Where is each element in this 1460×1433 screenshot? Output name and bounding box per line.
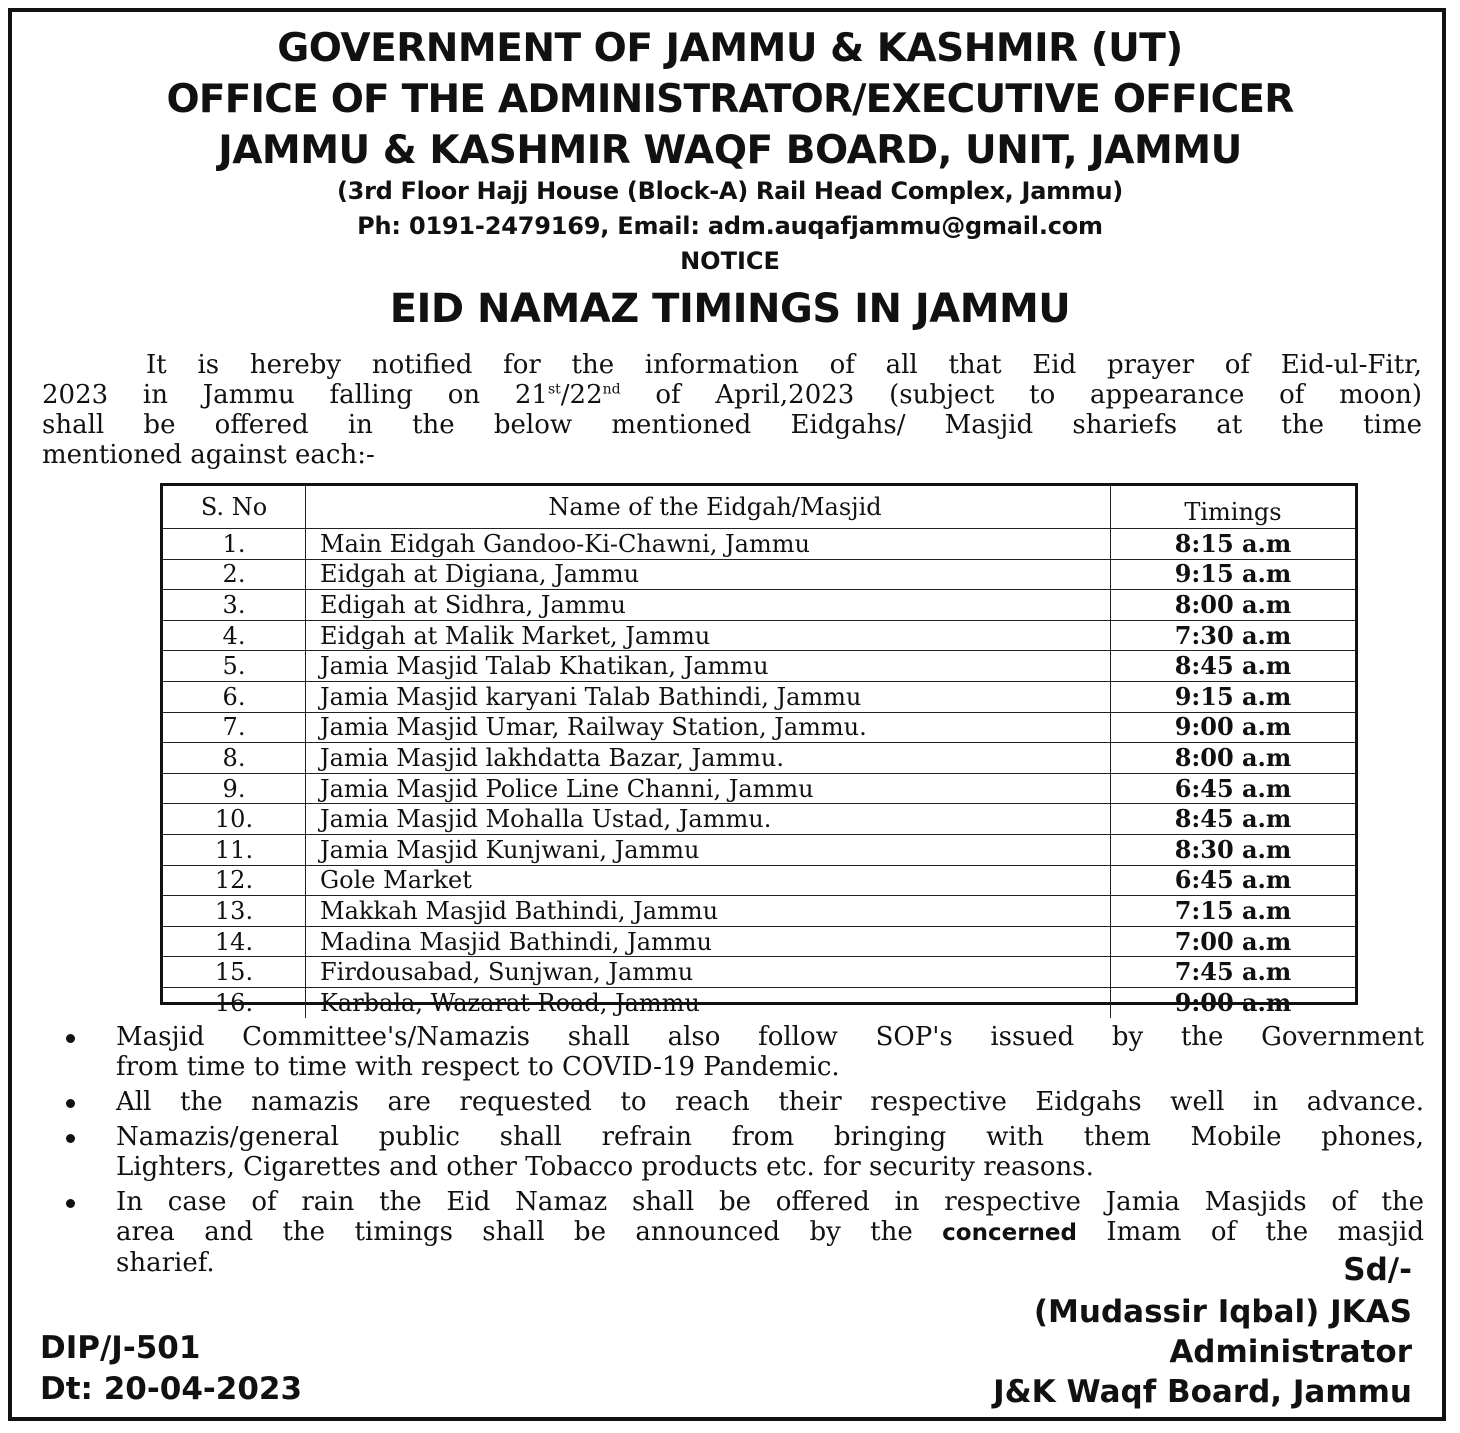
intro-line-2 [42,380,1422,410]
row-sno: 15. [163,957,306,988]
row-sno: 7. [163,712,306,743]
header-timings: Timings [1111,486,1356,529]
instruction-advance-line-1: All the namazis are requested to reach their respective Eidgahs well in advance. [116,1087,1424,1117]
instruction-rain [60,1187,1424,1278]
row-name: Jamia Masjid Police Line Channi, Jammu [306,773,1111,804]
row-sno: 9. [163,773,306,804]
intro-line-2-b: /22 [560,380,603,410]
instruction-rain-line-2 [116,1217,1424,1248]
row-time: 9:15 a.m [1111,681,1356,712]
instruction-advance [60,1087,1424,1117]
row-time: 6:45 a.m [1111,773,1356,804]
table-row [163,590,1355,621]
row-sno: 2. [163,559,306,590]
row-time: 8:15 a.m [1111,529,1356,560]
signature-name: (Mudassir Iqbal) JKAS [1033,1294,1412,1330]
table-row [163,987,1355,1017]
row-time: 7:15 a.m [1111,896,1356,927]
row-name: Makkah Masjid Bathindi, Jammu [306,896,1111,927]
row-name: Karbala, Wazarat Road, Jammu [306,987,1111,1017]
row-name: Firdousabad, Sunjwan, Jammu [306,957,1111,988]
bullet-dot-icon [66,1199,75,1208]
row-name: Jamia Masjid Kunjwani, Jammu [306,834,1111,865]
table-row [163,957,1355,988]
header-government: GOVERNMENT OF JAMMU & KASHMIR (UT) [277,26,1183,71]
row-sno: 8. [163,743,306,774]
row-sno: 11. [163,834,306,865]
instruction-rain-bold-word: concerned [942,1220,1077,1246]
instruction-sop-line-2: from time to time with respect to COVID-19 Pandemic. [116,1052,840,1082]
timings-table [163,486,1355,1018]
row-time: 8:45 a.m [1111,804,1356,835]
row-sno: 6. [163,681,306,712]
table-row [163,926,1355,957]
row-name: Eidgah at Digiana, Jammu [306,559,1111,590]
row-sno: 10. [163,804,306,835]
header-contact: Ph: 0191-2479169, Email: adm.auqafjammu@gmail.com [357,212,1103,240]
bullet-dot-icon [66,1099,75,1108]
table-row [163,743,1355,774]
intro-sup-nd: nd [602,381,621,398]
instruction-rain-line-1: In case of rain the Eid Namaz shall be offered in respective Jamia Masjids of the [116,1187,1424,1217]
header-sno: S. No [163,486,306,529]
signature-sd: Sd/- [1343,1252,1412,1288]
row-name: Jamia Masjid karyani Talab Bathindi, Jammu [306,681,1111,712]
row-time: 7:30 a.m [1111,620,1356,651]
row-name: Madina Masjid Bathindi, Jammu [306,926,1111,957]
row-name: Jamia Masjid Mohalla Ustad, Jammu. [306,804,1111,835]
instruction-security-line-2: Lighters, Cigarettes and other Tobacco products etc. for security reasons. [116,1152,1094,1182]
table-row [163,681,1355,712]
header-address: (3rd Floor Hajj House (Block-A) Rail Head Complex, Jammu) [337,177,1123,205]
table-row [163,804,1355,835]
table-row [163,896,1355,927]
table-row [163,620,1355,651]
row-sno: 12. [163,865,306,896]
row-time: 8:45 a.m [1111,651,1356,682]
notice-title: EID NAMAZ TIMINGS IN JAMMU [389,286,1071,332]
instruction-sop-line-1: Masjid Committee's/Namazis shall also follow SOP's issued by the Government [116,1022,1424,1052]
reference-dip: DIP/J-501 [40,1330,201,1366]
instruction-sop [60,1022,1424,1082]
instruction-rain-line-3: sharief. [116,1248,215,1278]
table-row [163,559,1355,590]
row-time: 8:30 a.m [1111,834,1356,865]
intro-line-2-a: 2023 in Jammu falling on 21 [42,380,548,410]
row-time: 8:00 a.m [1111,590,1356,621]
intro-sup-st: st [547,381,561,398]
intro-line-1: It is hereby notified for the information of all that Eid prayer of Eid-ul-Fitr, [146,350,1422,380]
table-row [163,834,1355,865]
bullet-dot-icon [66,1134,75,1143]
row-sno: 13. [163,896,306,927]
row-time: 9:00 a.m [1174,987,1292,1017]
intro-line-3: shall be offered in the below mentioned Eidgahs/ Masjid shariefs at the time [42,410,1422,440]
header-name: Name of the Eidgah/Masjid [306,486,1111,529]
intro-line-2-c: of April,2023 (subject to appearance of moon) [620,380,1422,410]
instruction-rain-line-2-b: Imam of the masjid [1076,1217,1424,1247]
row-name: Jamia Masjid Talab Khatikan, Jammu [306,651,1111,682]
table-header-row [163,486,1355,529]
row-sno: 14. [163,926,306,957]
row-sno: 1. [163,529,306,560]
bullet-dot-icon [66,1034,75,1043]
row-name: Jamia Masjid lakhdatta Bazar, Jammu. [306,743,1111,774]
intro-paragraph [42,350,1422,470]
instruction-rain-line-2-a: area and the timings shall be announced by the [116,1217,943,1247]
timings-table-box [160,483,1358,1017]
row-sno: 4. [163,620,306,651]
row-sno: 16. [163,987,306,1017]
table-row [163,865,1355,896]
table-row [163,712,1355,743]
row-time: 9:15 a.m [1111,559,1356,590]
intro-line-4: mentioned against each:- [42,440,375,470]
row-name: Eidgah at Malik Market, Jammu [306,620,1111,651]
notice-label: NOTICE [680,247,780,275]
row-time: 7:00 a.m [1111,926,1356,957]
row-time: 6:45 a.m [1111,865,1356,896]
table-row [163,529,1355,560]
row-sno: 3. [163,590,306,621]
header-office: OFFICE OF THE ADMINISTRATOR/EXECUTIVE OFFICER [166,77,1294,122]
row-name: Gole Market [306,865,1111,896]
instructions-list [60,1022,1424,1283]
row-time: 9:00 a.m [1111,712,1356,743]
row-sno: 5. [163,651,306,682]
table-row [163,651,1355,682]
row-name: Main Eidgah Gandoo-Ki-Chawni, Jammu [306,529,1111,560]
reference-date: Dt: 20-04-2023 [40,1371,303,1407]
row-name: Edigah at Sidhra, Jammu [306,590,1111,621]
signature-org: J&K Waqf Board, Jammu [993,1374,1412,1410]
row-name: Jamia Masjid Umar, Railway Station, Jammu. [306,712,1111,743]
instruction-security [60,1122,1424,1182]
row-time: 7:45 a.m [1111,957,1356,988]
row-time: 8:00 a.m [1111,743,1356,774]
instruction-security-line-1: Namazis/general public shall refrain from bringing with them Mobile phones, [116,1122,1424,1152]
table-row [163,773,1355,804]
header-board: JAMMU & KASHMIR WAQF BOARD, UNIT, JAMMU [218,128,1242,173]
signature-designation: Administrator [1169,1334,1412,1370]
